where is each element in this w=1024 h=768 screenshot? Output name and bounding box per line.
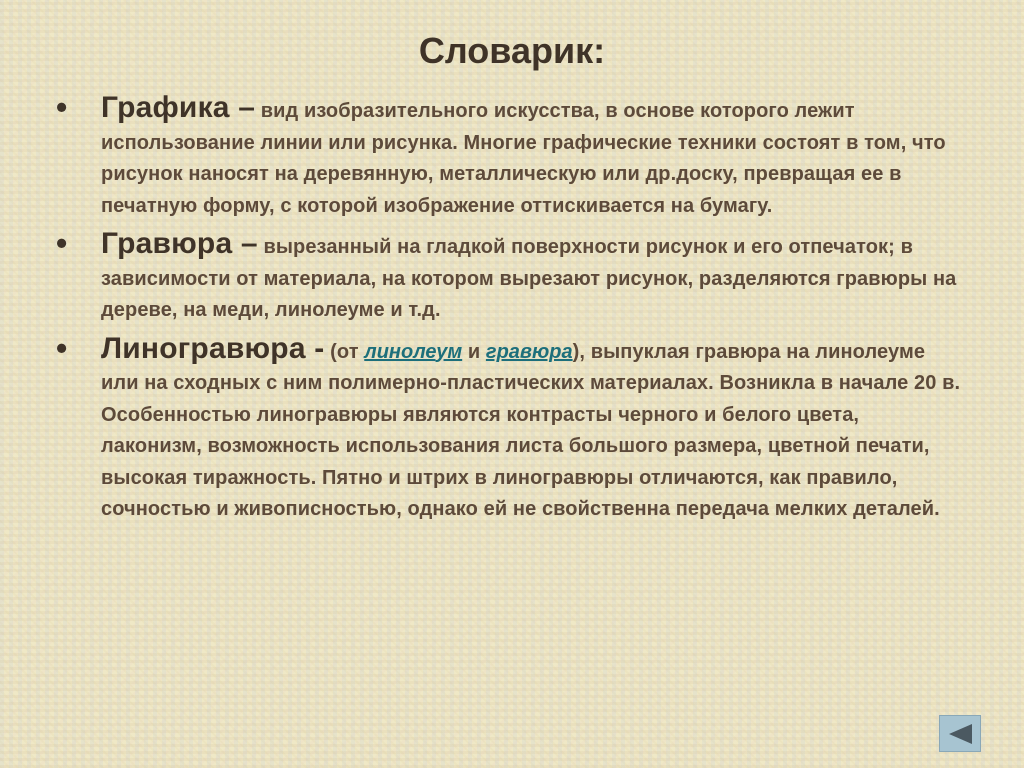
back-button[interactable] bbox=[939, 715, 981, 752]
back-triangle-icon bbox=[946, 722, 974, 746]
definition-linogravyura-intro: (от bbox=[324, 340, 365, 363]
link-gravyura[interactable]: гравюра bbox=[485, 340, 573, 363]
bullet-icon: • bbox=[56, 89, 68, 125]
definition-gravyura: вырезанный на гладкой поверхности рисунок и его отпечаток; в зависимости от материала, на котором вырезают рисунок, разделяются гравюры на дереве, на меди, линолеуме и т.д. bbox=[101, 236, 957, 321]
glossary-entry-grafika bbox=[56, 89, 964, 222]
slide-title: Словарик: bbox=[418, 30, 606, 71]
definition-linogravyura: ), выпуклая гравюра на линолеуме или на сходных с ним полимерно-пластических материалах. Возникла в начале 20 в. Особенностью линогравюры являются контрасты черного и белого цвета, лаконизм, возможность использования листа большого размера, цветной печати, высокая тиражность. Пятно и штрих в линогравюры отличаются, как правило, сочностью и живописностью, однако ей не свойственна передача мелких деталей. bbox=[101, 340, 961, 520]
definition-linogravyura-conjunction: и bbox=[462, 340, 486, 363]
link-linoleum[interactable]: линолеум bbox=[364, 340, 463, 363]
glossary-entry-linogravyura bbox=[56, 329, 964, 526]
glossary-entry-gravyura bbox=[56, 225, 964, 327]
bullet-icon: • bbox=[56, 225, 68, 261]
term-linogravyura: Линогравюра - bbox=[101, 331, 325, 365]
definition-grafika: вид изобразительного искусства, в основе которого лежит использование линии или рисунка. Многие графические техники состоят в том, что рисунок наносят на деревянную, металлическую или др.доску, превращая ее в печатную форму, с которой изображение оттискивается на бумагу. bbox=[101, 100, 946, 217]
bullet-icon: • bbox=[56, 329, 68, 366]
glossary-list bbox=[56, 89, 964, 532]
term-gravyura: Гравюра – bbox=[101, 227, 258, 260]
term-grafika: Графика – bbox=[101, 91, 256, 124]
